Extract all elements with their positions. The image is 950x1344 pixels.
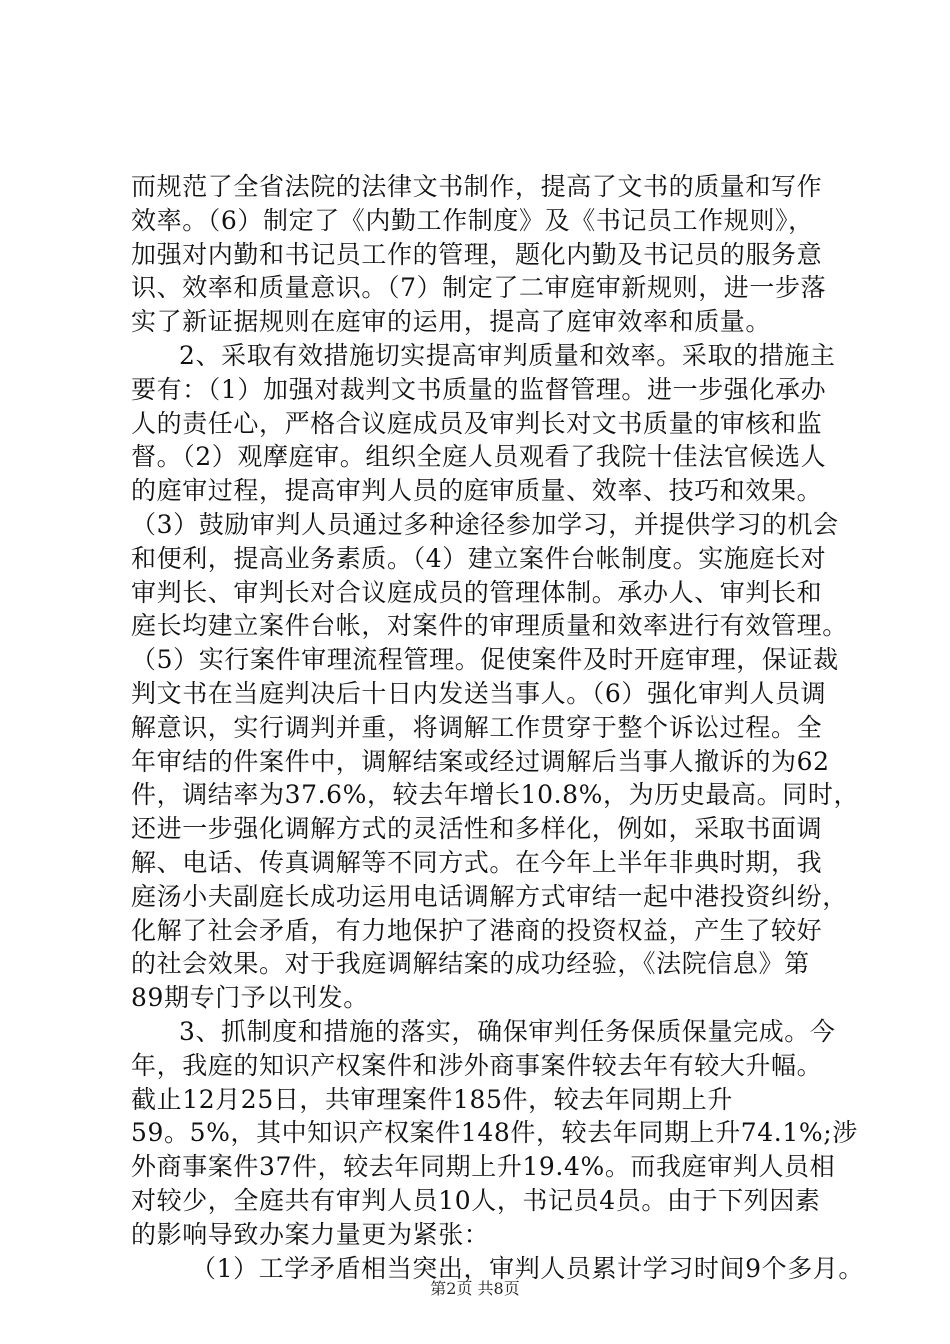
text-line: 效率。（6）制定了《内勤工作制度》及《书记员工作规则》， — [131, 205, 814, 235]
page-footer — [0, 1279, 950, 1299]
text-line: 件，调结率为37.6%，较去年增长10.8%，为历史最高。同时， — [131, 780, 860, 810]
paragraph-start-line: 3、抓制度和措施的落实，确保审判任务保质保量完成。今 — [179, 1016, 836, 1046]
text-line: 督。（2）观摩庭审。组织全庭人员观看了我院十佳法官候选人 — [131, 442, 827, 472]
text-line: 年审结的件案件中，调解结案或经过调解后当事人撤诉的为62 — [131, 746, 830, 776]
text-line: 庭长均建立案件台帐，对案件的审理质量和效率进行有效管理。 — [131, 611, 848, 641]
text-line: 的庭审过程，提高审判人员的庭审质量、效率、技巧和效果。 — [131, 476, 823, 506]
text-line: 加强对内勤和书记员工作的管理，题化内勤及书记员的服务意 — [131, 239, 823, 269]
page-indicator: 第2页 共8页 — [430, 1279, 520, 1298]
text-line: 年，我庭的知识产权案件和涉外商事案件较去年有较大升幅。 — [131, 1050, 823, 1080]
text-line: 人的责任心，严格合议庭成员及审判长对文书质量的审核和监 — [131, 408, 823, 438]
text-line: 的社会效果。对于我庭调解结案的成功经验，《法院信息》第 — [131, 949, 810, 979]
text-line: （3）鼓励审判人员通过多种途径参加学习，并提供学习的机会 — [131, 509, 839, 539]
body-text — [131, 170, 865, 1285]
text-line: 识、效率和质量意识。（7）制定了二审庭审新规则，进一步落 — [131, 273, 827, 303]
text-line: 庭汤小夫副庭长成功运用电话调解方式审结一起中港投资纠纷， — [131, 881, 848, 911]
text-line: 解意识，实行调判并重，将调解工作贯穿于整个诉讼过程。全 — [131, 712, 823, 742]
text-line: 和便利，提高业务素质。（4）建立案件台帐制度。实施庭长对 — [131, 543, 827, 573]
text-line: 59。5%，其中知识产权案件148件，较去年同期上升74.1%;涉 — [131, 1118, 858, 1148]
text-line: 的影响导致办案力量更为紧张： — [131, 1219, 490, 1249]
text-line: 实了新证据规则在庭审的运用，提高了庭审效率和质量。 — [131, 307, 772, 337]
text-line: （5）实行案件审理流程管理。促使案件及时开庭审理，保证裁 — [131, 645, 839, 675]
text-line: 截止12月25日，共审理案件185件，较去年同期上升 — [131, 1084, 733, 1114]
text-line: 解、电话、传真调解等不同方式。在今年上半年非典时期，我 — [131, 847, 823, 877]
paragraph-start-line: 2、采取有效措施切实提高审判质量和效率。采取的措施主 — [179, 340, 836, 370]
text-line: 对较少，全庭共有审判人员10人，书记员4员。由于下列因素 — [131, 1185, 821, 1215]
paragraph-start-line: （1）工学矛盾相当突出，审判人员累计学习时间9个多月。 — [191, 1253, 865, 1283]
text-line: 要有：（1）加强对裁判文书质量的监督管理。进一步强化承办 — [131, 374, 827, 404]
text-line: 还进一步强化调解方式的灵活性和多样化，例如，采取书面调 — [131, 814, 823, 844]
text-line: 化解了社会矛盾，有力地保护了港商的投资权益，产生了较好 — [131, 915, 823, 945]
text-line: 审判长、审判长对合议庭成员的管理体制。承办人、审判长和 — [131, 577, 823, 607]
text-line: 而规范了全省法院的法律文书制作，提高了文书的质量和写作 — [131, 172, 823, 201]
text-line: 判文书在当庭判决后十日内发送当事人。（6）强化审判人员调 — [131, 678, 827, 708]
text-line: 外商事案件37件，较去年同期上升19.4%。而我庭审判人员相 — [131, 1152, 836, 1182]
text-line: 89期专门予以刊发。 — [131, 983, 369, 1013]
